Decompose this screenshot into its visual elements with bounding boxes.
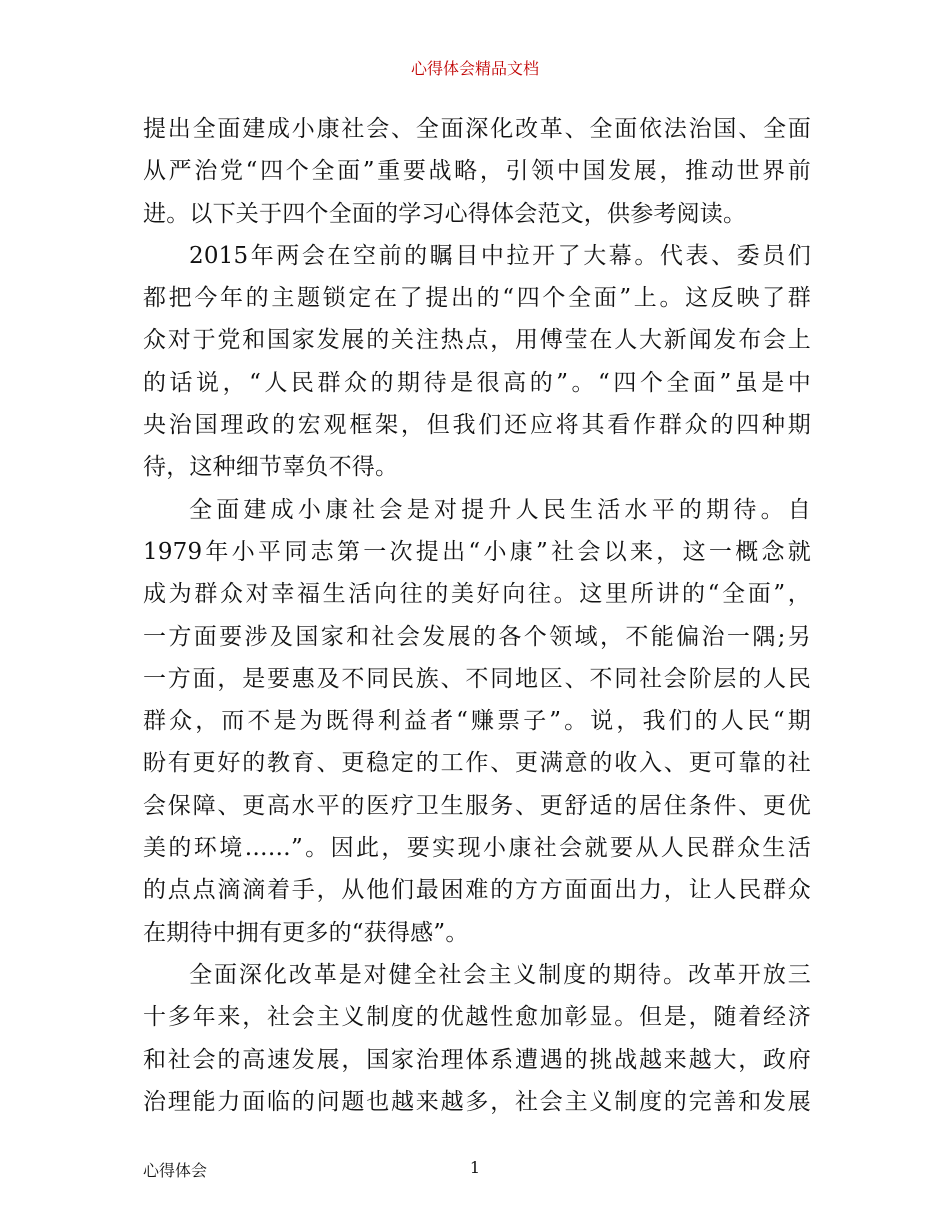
text-line: 从严治党“四个全面”重要战略，引领中国发展，推动世界前 (143, 158, 811, 185)
page-number: 1 (469, 1158, 481, 1177)
text-line: 进。以下关于四个全面的学习心得体会范文，供参考阅读。 (143, 200, 747, 227)
text-line: 一方面要涉及国家和社会发展的各个领域，不能偏治一隅;另 (143, 623, 811, 650)
text-line: 的话说，“人民群众的期待是很高的”。“四个全面”虽是中 (143, 369, 811, 396)
text-line: 都把今年的主题锁定在了提出的“四个全面”上。这反映了群 (143, 285, 811, 312)
document-body (143, 108, 811, 1123)
text-line: 央治国理政的宏观框架，但我们还应将其看作群众的四种期 (143, 412, 811, 439)
text-line: 和社会的高速发展，国家治理体系遭遇的挑战越来越大，政府 (143, 1046, 811, 1073)
text-line: 提出全面建成小康社会、全面深化改革、全面依法治国、全面 (143, 116, 811, 142)
text-line: 成为群众对幸福生活向往的美好向往。这里所讲的“全面”， (143, 581, 811, 608)
text-line: 的点点滴滴着手，从他们最困难的方方面面出力，让人民群众 (143, 877, 811, 904)
text-line: 十多年来，社会主义制度的优越性愈加彰显。但是，随着经济 (143, 1004, 811, 1031)
text-line: 2015年两会在空前的瞩目中拉开了大幕。代表、委员们 (189, 242, 811, 269)
text-line: 会保障、更高水平的医疗卫生服务、更舒适的居住条件、更优 (143, 792, 811, 819)
text-line: 全面建成小康社会是对提升人民生活水平的期待。自 (189, 496, 811, 523)
text-line: 治理能力面临的问题也越来越多，社会主义制度的完善和发展 (143, 1088, 811, 1115)
page-header-title: 心得体会精品文档 (410, 59, 539, 78)
text-line: 待，这种细节辜负不得。 (143, 454, 399, 481)
text-line: 一方面，是要惠及不同民族、不同地区、不同社会阶层的人民 (143, 665, 811, 692)
text-line: 美的环境……”。因此，要实现小康社会就要从人民群众生活 (143, 835, 811, 862)
text-line: 群众，而不是为既得利益者“赚票子”。说，我们的人民“期 (143, 708, 811, 735)
text-line: 众对于党和国家发展的关注热点，用傅莹在人大新闻发布会上 (143, 327, 811, 354)
text-line: 在期待中拥有更多的“获得感”。 (143, 919, 469, 946)
text-line: 全面深化改革是对健全社会主义制度的期待。改革开放三 (189, 961, 811, 988)
text-line: 1979年小平同志第一次提出“小康”社会以来，这一概念就 (143, 538, 811, 565)
text-line: 盼有更好的教育、更稳定的工作、更满意的收入、更可靠的社 (143, 750, 811, 777)
page-footer-label: 心得体会 (143, 1161, 208, 1180)
